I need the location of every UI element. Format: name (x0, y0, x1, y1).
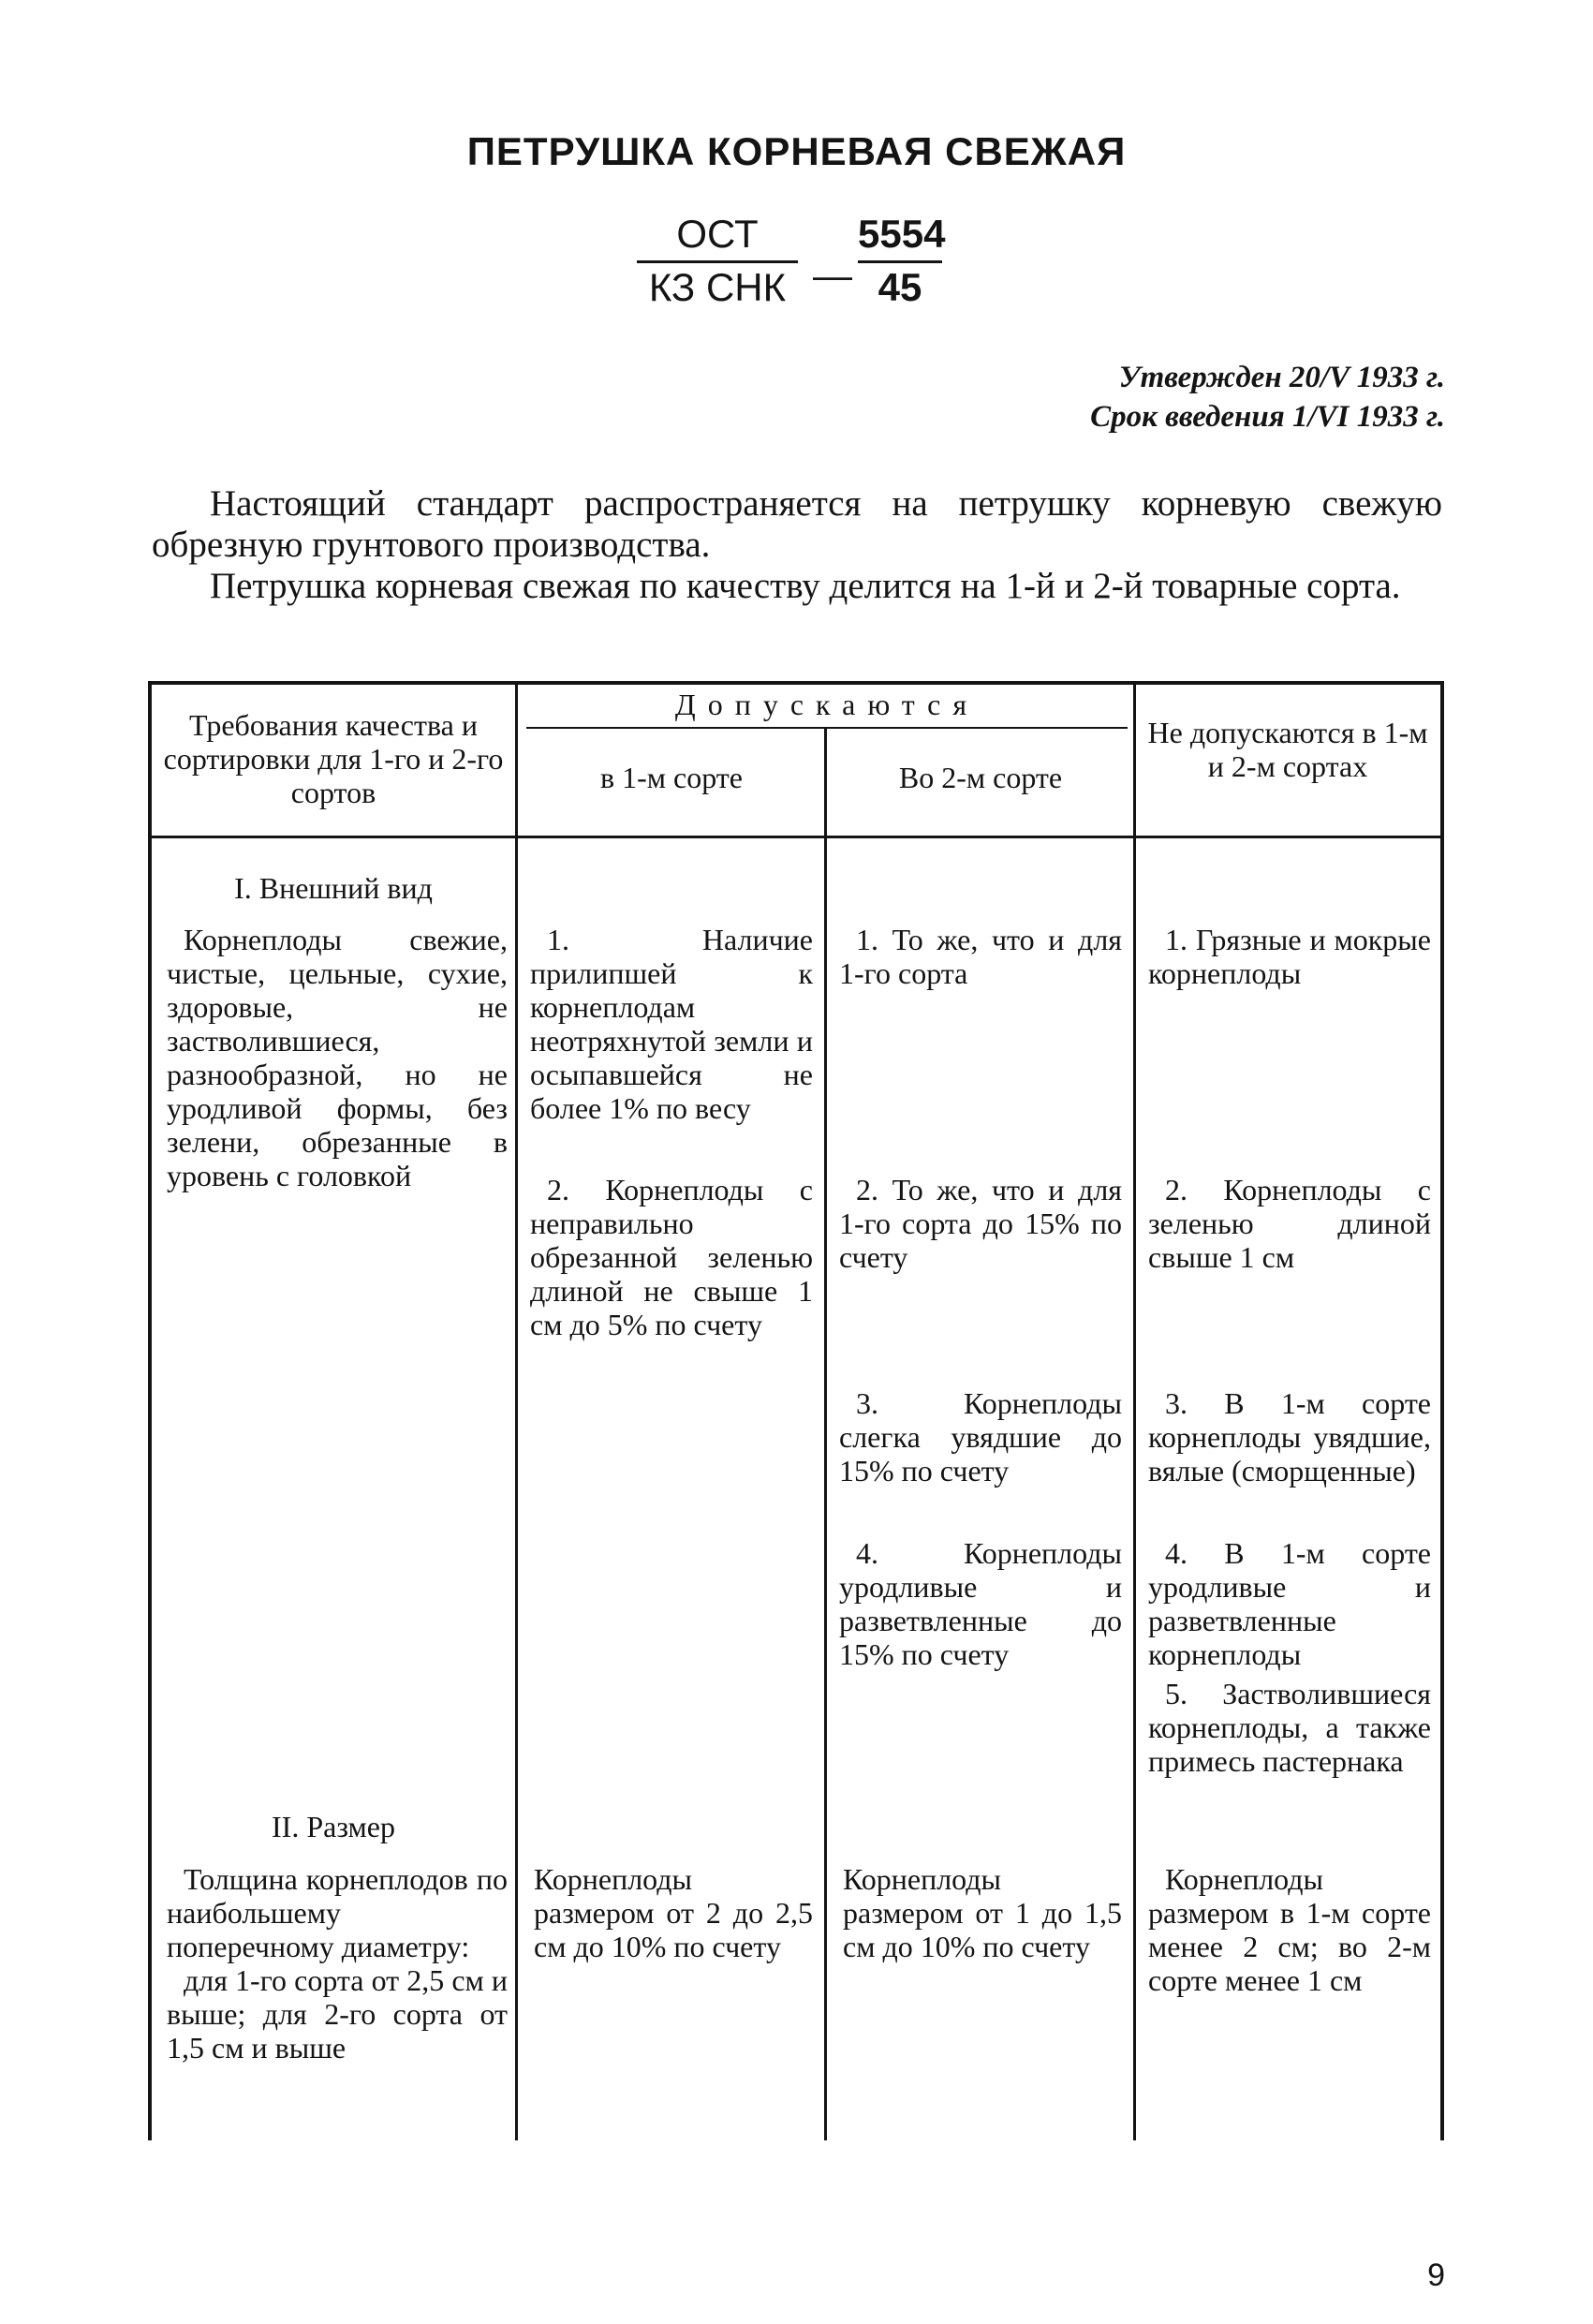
table-header-rule (148, 836, 1444, 838)
page-number: 9 (1427, 2257, 1445, 2293)
grade1-item-1-text: 1. Наличие прилипшей к корнеплодам неотряхнутой земли и осыпавшейся не более 1% по весу (530, 923, 813, 1125)
not-allowed-size (1148, 1862, 1431, 1997)
grade1-item-2 (530, 1173, 813, 1341)
not-allowed-item-4 (1148, 1536, 1431, 1671)
effective-date: Срок введения 1/VI 1933 г. (1090, 400, 1445, 434)
allowed-header-rule (526, 727, 1128, 729)
grade2-item-1-text: 1. То же, что и для 1-го сорта (839, 923, 1122, 990)
section-appearance-title: I. Внешний вид (234, 871, 433, 905)
grade2-size-text: Корнеплоды размером от 1 до 1,5 см до 10% по счету (843, 1862, 1122, 1963)
approved-date: Утвержден 20/V 1933 г. (1118, 361, 1445, 394)
designation-denominator-left: КЗ СНК (648, 265, 787, 309)
not-allowed-item-2 (1148, 1173, 1431, 1274)
document-title: ПЕТРУШКА КОРНЕВАЯ СВЕЖАЯ (466, 129, 1127, 173)
not-allowed-item-3 (1148, 1386, 1431, 1488)
designation-numerator-left: ОСТ (637, 212, 798, 263)
table-col-rule-1 (515, 681, 518, 2140)
not-allowed-item-5-text: 5. Застволившиеся корнеплоды, а также примесь пастернака (1148, 1677, 1431, 1778)
not-allowed-item-3-text: 3. В 1-м сорте корнеплоды увядшие, вялые (сморщенные) (1148, 1386, 1431, 1488)
grade1-size-text: Корнеплоды размером от 2 до 2,5 см до 10% по счету (534, 1862, 813, 1963)
intro-paragraph-1: Настоящий стандарт распространяется на петрушку корневую свежую обрезную грунтового производства. (152, 483, 1442, 565)
not-allowed-item-5 (1148, 1677, 1431, 1778)
approval-block (1090, 358, 1445, 437)
table-left-rule (148, 681, 152, 2140)
designation-numerator-right: 5554 (858, 212, 942, 263)
grade2-size (843, 1862, 1122, 1963)
grade2-item-2 (839, 1173, 1122, 1274)
grade2-item-2-text: 2. То же, что и для 1-го сорта до 15% по счету (839, 1173, 1122, 1274)
not-allowed-size-text: Корнеплоды размером в 1-м сорте менее 2 см; во 2-м сорте менее 1 см (1148, 1862, 1431, 1997)
grade2-item-3 (839, 1386, 1122, 1488)
not-allowed-item-4-text: 4. В 1-м сорте уродливые и разветвленные корнеплоды (1148, 1536, 1431, 1671)
standard-designation-right (858, 212, 946, 310)
header-allowed-grade-2: Во 2-м сорте (898, 761, 1063, 794)
header-allowed-grade-1: в 1-м сорте (600, 761, 743, 794)
table-top-rule (148, 681, 1444, 685)
designation-dash: — (813, 253, 852, 297)
grade2-item-4 (839, 1536, 1122, 1671)
grade2-item-4-text: 4. Корнеплоды уродливые и разветвленные до 15% по счету (839, 1536, 1122, 1671)
standard-designation-left (637, 212, 798, 310)
header-not-allowed: Не допускаются в 1-м и 2-м сортах (1147, 716, 1428, 783)
section-size-text (167, 1862, 508, 2065)
designation-denominator-right: 45 (878, 265, 922, 309)
table-col-rule-3 (1133, 681, 1136, 2140)
intro-text (152, 483, 1442, 607)
intro-paragraph-2: Петрушка корневая свежая по качеству делится на 1-й и 2-й товарные сорта. (210, 566, 1401, 606)
grade1-item-2-text: 2. Корнеплоды с неправильно обрезанной зеленью длиной не свыше 1 см до 5% по счету (530, 1173, 813, 1341)
size-text-2: для 1-го сорта от 2,5 см и выше; для 2-го сорта от 1,5 см и выше (167, 1963, 508, 2065)
size-text-1: Толщина корнеплодов по наибольшему поперечному диаметру: (167, 1862, 508, 1963)
table-col-rule-2 (824, 727, 827, 2140)
grade2-item-1 (839, 923, 1122, 990)
not-allowed-item-1 (1148, 923, 1431, 990)
grade1-item-1 (530, 923, 813, 1125)
header-requirements: Требования качества и сортировки для 1-го и 2-го сортов (163, 708, 504, 809)
grade2-item-3-text: 3. Корнеплоды слегка увядшие до 15% по счету (839, 1386, 1122, 1488)
grade1-size (534, 1862, 813, 1963)
section-appearance-text (167, 923, 508, 1192)
section-size-title: II. Размер (272, 1810, 395, 1843)
table-right-rule (1440, 681, 1444, 2140)
appearance-text: Корнеплоды свежие, чистые, цельные, сухие, здоровые, не застволившиеся, разнообразной, но не уродливой формы, без зелени, обрезанные в уровень с головкой (167, 923, 508, 1192)
header-allowed: Допускаются (674, 688, 980, 721)
not-allowed-item-2-text: 2. Корнеплоды с зеленью длиной свыше 1 см (1148, 1173, 1431, 1274)
not-allowed-item-1-text: 1. Грязные и мокрые корнеплоды (1148, 923, 1431, 990)
